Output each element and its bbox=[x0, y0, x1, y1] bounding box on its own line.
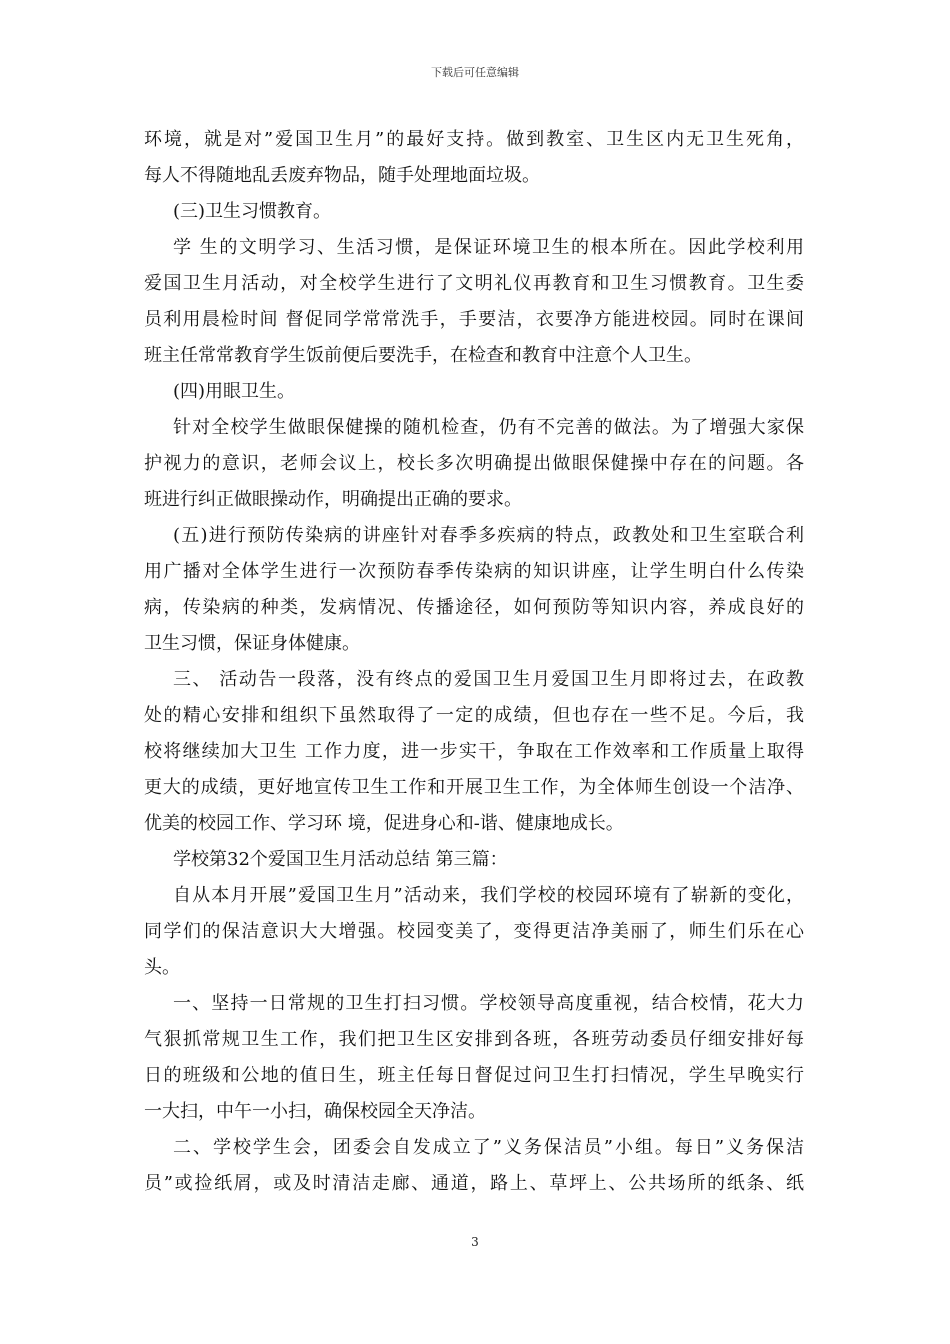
document-body bbox=[144, 122, 804, 1202]
text-line: 护视力的意识，老师会议上，校长多次明确提出做眼保健操中存在的问题。各 bbox=[144, 453, 804, 474]
text-line: 自从本月开展”爱国卫生月”活动来，我们学校的校园环境有了崭新的变化， bbox=[173, 885, 804, 906]
text-line: 用广播对全体学生进行一次预防春季传染病的知识讲座，让学生明白什么传染 bbox=[144, 561, 804, 582]
text-line: 一大扫，中午一小扫，确保校园全天净洁。 bbox=[144, 1101, 486, 1122]
text-line: 病，传染病的种类，发病情况、传播途径，如何预防等知识内容，养成良好的 bbox=[144, 597, 804, 618]
text-line: 每人不得随地乱丢废弃物品，随手处理地面垃圾。 bbox=[144, 165, 540, 186]
text-line: 卫生习惯，保证身体健康。 bbox=[144, 633, 360, 654]
page-number: 3 bbox=[471, 1235, 479, 1249]
text-line: 日的班级和公地的值日生，班主任每日督促过问卫生打扫情况，学生早晚实行 bbox=[144, 1065, 804, 1086]
text-line: 二、学校学生会，团委会自发成立了”义务保洁员”小组。每日”义务保洁 bbox=[173, 1137, 804, 1158]
text-line: 校将继续加大卫生 工作力度，进一步实干，争取在工作效率和工作质量上取得 bbox=[144, 741, 804, 762]
section-heading: (四)用眼卫生。 bbox=[173, 381, 296, 402]
text-line: (五)进行预防传染病的讲座针对春季多疾病的特点，政教处和卫生室联合利 bbox=[173, 525, 804, 546]
text-line: 头。 bbox=[144, 957, 180, 978]
section-title: 学校第32个爱国卫生月活动总结 第三篇： bbox=[173, 849, 508, 870]
text-line: 同学们的保洁意识大大增强。校园变美了，变得更洁净美丽了，师生们乐在心 bbox=[144, 921, 804, 942]
text-line: 处的精心安排和组织下虽然取得了一定的成绩，但也存在一些不足。今后，我 bbox=[144, 705, 804, 726]
text-line: 一、坚持一日常规的卫生打扫习惯。学校领导高度重视，结合校情，花大力 bbox=[173, 993, 804, 1014]
text-line: 环境，就是对”爱国卫生月”的最好支持。做到教室、卫生区内无卫生死角， bbox=[144, 129, 804, 150]
text-line: 优美的校园工作、学习环 境，促进身心和-谐、健康地成长。 bbox=[144, 813, 624, 834]
text-line: 班进行纠正做眼操动作，明确提出正确的要求。 bbox=[144, 489, 522, 510]
page-header: 下载后可任意编辑 bbox=[431, 66, 519, 79]
text-line: 气狠抓常规卫生工作，我们把卫生区安排到各班，各班劳动委员仔细安排好每 bbox=[144, 1029, 804, 1050]
text-line: 针对全校学生做眼保健操的随机检查，仍有不完善的做法。为了增强大家保 bbox=[173, 417, 804, 438]
section-heading: (三)卫生习惯教育。 bbox=[173, 201, 332, 222]
text-line: 三、 活动告一段落，没有终点的爱国卫生月爱国卫生月即将过去，在政教 bbox=[173, 669, 804, 690]
text-line: 爱国卫生月活动，对全校学生进行了文明礼仪再教育和卫生习惯教育。卫生委 bbox=[144, 273, 804, 294]
text-line: 班主任常常教育学生饭前便后要洗手，在检查和教育中注意个人卫生。 bbox=[144, 345, 702, 366]
text-line: 员”或捡纸屑，或及时清洁走廊、通道，路上、草坪上、公共场所的纸条、纸 bbox=[144, 1173, 804, 1194]
text-line: 更大的成绩，更好地宣传卫生工作和开展卫生工作，为全体师生创设一个洁净、 bbox=[144, 777, 804, 798]
text-line: 学 生的文明学习、生活习惯，是保证环境卫生的根本所在。因此学校利用 bbox=[173, 237, 804, 258]
text-line: 员利用晨检时间 督促同学常常洗手，手要洁，衣要净方能进校园。同时在课间 bbox=[144, 309, 804, 330]
